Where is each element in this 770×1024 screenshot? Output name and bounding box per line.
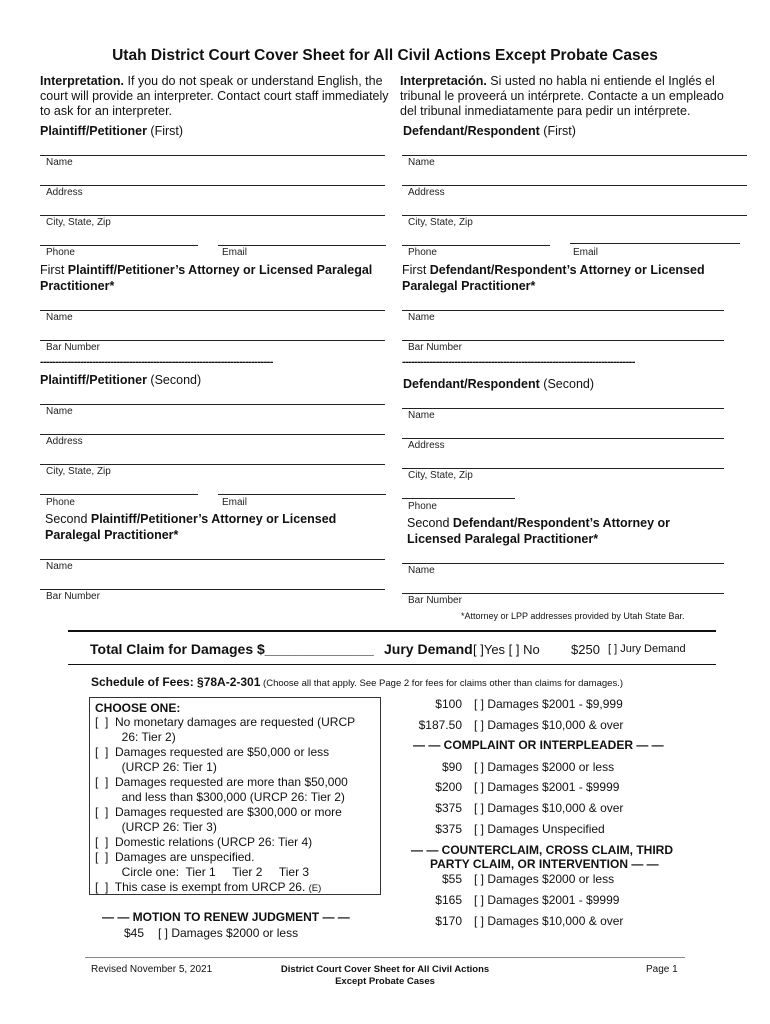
defendant2-attorney-bold: Defendant/Respondent’s Attorney or Licensed Paralegal Practitioner* xyxy=(407,516,671,546)
separator-dashes-right: ---------------------------------------------------------------------------- xyxy=(402,356,635,368)
choose-one-option[interactable]: [ ] Damages requested are $50,000 or less xyxy=(95,745,330,759)
plaintiff1-attorney-name-label: Name xyxy=(46,312,73,323)
plaintiff1-name-field[interactable] xyxy=(40,155,385,156)
defendant1-bar-field[interactable] xyxy=(402,340,724,341)
defendant2-phone-field[interactable] xyxy=(402,498,515,499)
defendant1-email-label: Email xyxy=(573,247,599,258)
plaintiff1-attorney-name-field[interactable] xyxy=(40,310,385,311)
plaintiff2-name-field[interactable] xyxy=(40,404,385,405)
defendant2-phone-label: Phone xyxy=(408,501,437,512)
choose-one-heading: CHOOSE ONE: xyxy=(95,701,181,715)
complaint-fee-amount: $90 xyxy=(441,760,462,774)
choose-one-option[interactable]: [ ] Damages requested are $300,000 or more xyxy=(95,805,342,819)
defendant2-attorney-heading xyxy=(407,516,727,547)
counterclaim-fee-amount: $165 xyxy=(435,893,462,907)
separator-dashes-left: ---------------------------------------------------------------------------- xyxy=(40,356,273,368)
choose-one-option-continuation: 26: Tier 2) xyxy=(95,730,176,744)
defendant1-attorney-name-field[interactable] xyxy=(402,310,724,311)
plaintiff1-phone-label: Phone xyxy=(46,247,75,258)
plaintiff1-bar-label: Bar Number xyxy=(46,342,100,353)
choose-one-option-continuation: (URCP 26: Tier 3) xyxy=(95,820,217,834)
complaint-fee-amount: $375 xyxy=(435,801,462,815)
defendant1-attorney-name-label: Name xyxy=(408,312,435,323)
plaintiff1-email-field[interactable] xyxy=(218,245,386,246)
plaintiff2-attorney-name-field[interactable] xyxy=(40,559,385,560)
defendant1-attorney-heading xyxy=(402,263,747,294)
plaintiff1-city-field[interactable] xyxy=(40,215,385,216)
counterclaim-heading-line2: PARTY CLAIM, OR INTERVENTION — — xyxy=(430,857,659,871)
schedule-of-fees xyxy=(91,675,623,689)
defendant2-attorney-name-label: Name xyxy=(408,565,435,576)
defendant2-attorney-pre: Second xyxy=(407,516,453,530)
jury-fee-amount: $250 xyxy=(571,642,600,657)
footer-revised: Revised November 5, 2021 xyxy=(91,964,213,975)
footer-page-number: Page 1 xyxy=(646,964,678,975)
defendant1-name-field[interactable] xyxy=(402,155,747,156)
defendant2-attorney-name-field[interactable] xyxy=(402,563,724,564)
plaintiff-second-heading-bold: Plaintiff/Petitioner xyxy=(40,373,147,387)
interpretation-spanish xyxy=(400,74,735,119)
plaintiff2-email-label: Email xyxy=(222,497,248,508)
counterclaim-fee-amount: $170 xyxy=(435,914,462,928)
page-title: Utah District Court Cover Sheet for All Civil Actions Except Probate Cases xyxy=(112,47,658,64)
renew-fee-amount: $45 xyxy=(124,926,145,940)
interpretation-english-text: If you do not speak or understand English, the court will provide an interpreter. Contact court staff immediately to ask for an interpreter. xyxy=(40,74,389,118)
complaint-heading: — — COMPLAINT OR INTERPLEADER — — xyxy=(413,738,664,752)
interpretation-spanish-text: Si usted no habla ni entiende el Inglés el tribunal le proveerá un intérprete. Contacte a un empleado del tribunal inmediatamente para pedir un intérprete. xyxy=(400,74,724,118)
defendant1-address-label: Address xyxy=(408,187,445,198)
plaintiff2-attorney-bold: Plaintiff/Petitioner’s Attorney or Licensed Paralegal Practitioner* xyxy=(45,512,337,542)
plaintiff2-attorney-name-label: Name xyxy=(46,561,73,572)
plaintiff2-attorney-pre: Second xyxy=(45,512,91,526)
defendant1-email-field[interactable] xyxy=(570,243,740,244)
defendant1-bar-label: Bar Number xyxy=(408,342,462,353)
plaintiff2-phone-label: Phone xyxy=(46,497,75,508)
counterclaim-fee-option[interactable]: [ ] Damages $2001 - $9999 xyxy=(474,893,620,907)
plaintiff1-bar-field[interactable] xyxy=(40,340,385,341)
defendant2-bar-field[interactable] xyxy=(402,593,724,594)
complaint-fee-option[interactable]: [ ] Damages $2000 or less xyxy=(474,760,615,774)
choose-one-option[interactable]: [ ] Damages are unspecified. xyxy=(95,850,255,864)
plaintiff2-bar-label: Bar Number xyxy=(46,591,100,602)
renew-fee-option[interactable]: [ ] Damages $2000 or less xyxy=(158,926,299,940)
attorney-footnote: *Attorney or LPP addresses provided by Utah State Bar. xyxy=(461,611,685,621)
complaint-fee-amount: $375 xyxy=(435,822,462,836)
choose-one-list xyxy=(95,715,380,896)
fee-amount-100: $100 xyxy=(435,697,462,711)
jury-demand-label: Jury Demand xyxy=(384,641,473,657)
defendant1-name-label: Name xyxy=(408,157,435,168)
choose-one-option-continuation: and less than $300,000 (URCP 26: Tier 2) xyxy=(95,790,345,804)
defendant1-address-field[interactable] xyxy=(402,185,747,186)
plaintiff-second-heading-rest: (Second) xyxy=(146,373,202,387)
plaintiff1-address-field[interactable] xyxy=(40,185,385,186)
complaint-fee-option[interactable]: [ ] Damages $10,000 & over xyxy=(474,801,624,815)
footer-title-line2: Except Probate Cases xyxy=(335,976,435,987)
plaintiff1-city-label: City, State, Zip xyxy=(46,217,111,228)
counterclaim-fee-option[interactable]: [ ] Damages $2000 or less xyxy=(474,872,615,886)
defendant2-bar-label: Bar Number xyxy=(408,595,462,606)
top-rule xyxy=(68,630,716,632)
fee-amount-187: $187.50 xyxy=(418,718,462,732)
plaintiff1-email-label: Email xyxy=(222,247,248,258)
counterclaim-fee-option[interactable]: [ ] Damages $10,000 & over xyxy=(474,914,624,928)
defendant-first-heading-bold: Defendant/Respondent xyxy=(403,124,540,138)
plaintiff-first-heading xyxy=(40,124,183,138)
interpretation-english xyxy=(40,74,390,119)
plaintiff1-name-label: Name xyxy=(46,157,73,168)
defendant2-name-field[interactable] xyxy=(402,408,724,409)
motion-to-renew-heading: — — MOTION TO RENEW JUDGMENT — — xyxy=(102,910,350,924)
choose-one-option-continuation: Circle one: Tier 1 Tier 2 Tier 3 xyxy=(95,865,310,879)
schedule-of-fees-bold: Schedule of Fees: §78A-2-301 xyxy=(91,675,261,689)
plaintiff2-address-field[interactable] xyxy=(40,434,385,435)
defendant-second-heading xyxy=(403,377,594,391)
counterclaim-fee-amount: $55 xyxy=(441,872,462,886)
defendant2-name-label: Name xyxy=(408,410,435,421)
defendant1-city-label: City, State, Zip xyxy=(408,217,473,228)
choose-one-option-continuation: (URCP 26: Tier 1) xyxy=(95,760,217,774)
choose-one-option[interactable]: [ ] This case is exempt from URCP 26. (E) xyxy=(95,880,322,894)
plaintiff2-phone-field[interactable] xyxy=(40,494,198,495)
jury-fee-checkbox[interactable]: [ ] Jury Demand xyxy=(608,643,686,655)
defendant1-phone-label: Phone xyxy=(408,247,437,258)
defendant2-city-label: City, State, Zip xyxy=(408,470,473,481)
counterclaim-heading-line1: — — COUNTERCLAIM, CROSS CLAIM, THIRD xyxy=(411,843,673,857)
defendant-second-heading-bold: Defendant/Respondent xyxy=(403,377,540,391)
defendant1-city-field[interactable] xyxy=(402,215,747,216)
plaintiff2-name-label: Name xyxy=(46,406,73,417)
defendant-first-heading xyxy=(403,124,576,138)
complaint-fee-option[interactable]: [ ] Damages Unspecified xyxy=(474,822,605,836)
plaintiff1-attorney-heading xyxy=(40,263,385,294)
complaint-fee-option[interactable]: [ ] Damages $2001 - $9999 xyxy=(474,780,620,794)
plaintiff2-email-field[interactable] xyxy=(218,494,386,495)
plaintiff2-address-label: Address xyxy=(46,436,83,447)
plaintiff2-city-field[interactable] xyxy=(40,464,385,465)
total-claim-label: Total Claim for Damages $______________ xyxy=(90,641,374,657)
schedule-of-fees-note: (Choose all that apply. See Page 2 for fees for claims other than claims for damages.) xyxy=(260,678,623,689)
plaintiff2-bar-field[interactable] xyxy=(40,589,385,590)
plaintiff1-attorney-bold: Plaintiff/Petitioner’s Attorney or Licensed Paralegal Practitioner* xyxy=(40,263,373,293)
defendant-first-heading-rest: (First) xyxy=(539,124,576,138)
defendant1-phone-field[interactable] xyxy=(402,245,550,246)
defendant2-address-label: Address xyxy=(408,440,445,451)
plaintiff2-city-label: City, State, Zip xyxy=(46,466,111,477)
bottom-rule xyxy=(68,664,716,665)
jury-yes-no-checkboxes[interactable]: [ ]Yes [ ] No xyxy=(473,642,540,657)
defendant2-city-field[interactable] xyxy=(402,468,724,469)
defendant1-attorney-bold: Defendant/Respondent’s Attorney or Licensed Paralegal Practitioner* xyxy=(402,263,705,293)
interpretation-english-bold: Interpretation. xyxy=(40,74,125,88)
defendant2-address-field[interactable] xyxy=(402,438,724,439)
plaintiff2-attorney-heading xyxy=(45,512,385,543)
defendant1-attorney-pre: First xyxy=(402,263,430,277)
plaintiff1-attorney-pre: First xyxy=(40,263,68,277)
choose-one-option[interactable]: [ ] No monetary damages are requested (URCP xyxy=(95,715,356,729)
plaintiff1-address-label: Address xyxy=(46,187,83,198)
fee-option-100[interactable]: [ ] Damages $2001 - $9,999 xyxy=(474,697,623,711)
exempt-tag: (E) xyxy=(308,883,322,894)
plaintiff1-phone-field[interactable] xyxy=(40,245,198,246)
footer-rule xyxy=(85,957,685,958)
choose-one-option[interactable]: [ ] Damages requested are more than $50,000 xyxy=(95,775,348,789)
plaintiff-first-heading-bold: Plaintiff/Petitioner xyxy=(40,124,147,138)
choose-one-option[interactable]: [ ] Domestic relations (URCP 26: Tier 4) xyxy=(95,835,313,849)
complaint-fee-amount: $200 xyxy=(435,780,462,794)
defendant-second-heading-rest: (Second) xyxy=(539,377,595,391)
plaintiff-second-heading xyxy=(40,373,201,387)
footer-title-line1: District Court Cover Sheet for All Civil Actions xyxy=(280,964,490,975)
fee-option-187[interactable]: [ ] Damages $10,000 & over xyxy=(474,718,624,732)
interpretation-spanish-bold: Interpretación. xyxy=(400,74,487,88)
plaintiff-first-heading-rest: (First) xyxy=(146,124,184,138)
